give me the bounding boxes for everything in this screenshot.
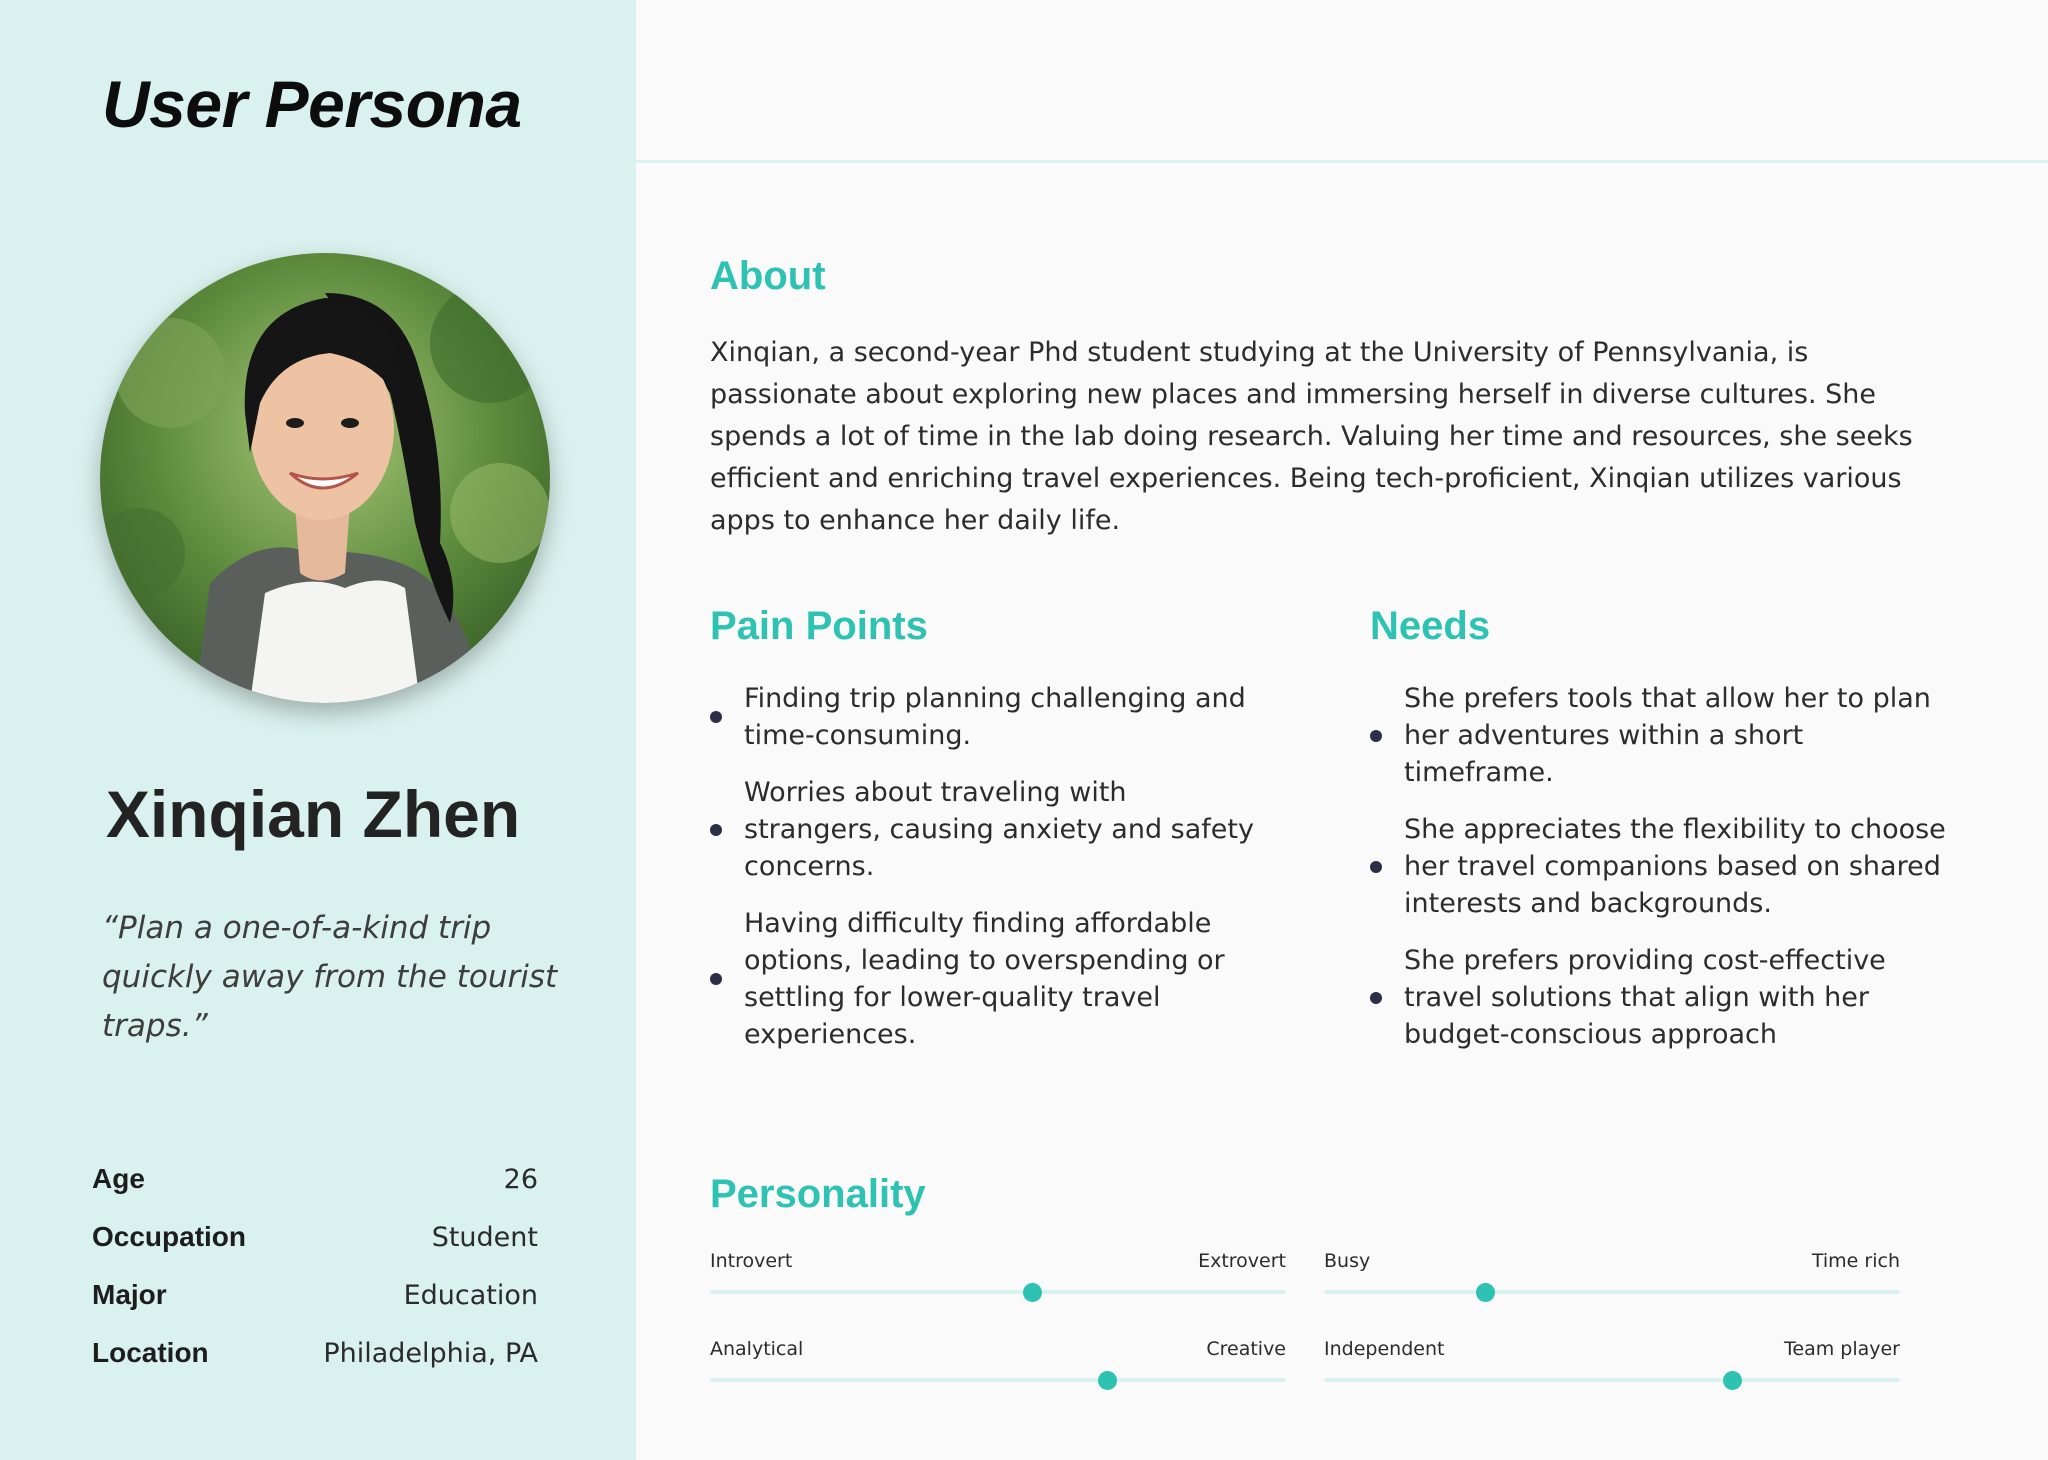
slider-busy-time-rich bbox=[1324, 1250, 1900, 1294]
slider-right-label: Creative bbox=[1206, 1338, 1286, 1360]
slider-knob bbox=[1098, 1371, 1117, 1390]
portrait-photo bbox=[100, 253, 550, 703]
bullet-icon bbox=[1370, 992, 1382, 1004]
slider-right-label: Time rich bbox=[1811, 1250, 1900, 1272]
list-item-text: She prefers tools that allow her to plan her adventures within a short timeframe. bbox=[1404, 683, 1931, 788]
needs-heading: Needs bbox=[1370, 604, 1491, 648]
fact-value: Philadelphia, PA bbox=[323, 1338, 538, 1369]
fact-age bbox=[92, 1163, 538, 1221]
personality-heading: Personality bbox=[710, 1172, 926, 1216]
slider-track bbox=[710, 1290, 1286, 1294]
slider-track bbox=[1324, 1378, 1900, 1382]
list-item-text: Finding trip planning challenging and time-consuming. bbox=[744, 683, 1246, 751]
avatar bbox=[100, 253, 550, 703]
list-item-text: Having difficulty finding affordable options, leading to overspending or settling for lower-quality travel experiences. bbox=[744, 908, 1225, 1050]
fact-label: Location bbox=[92, 1337, 209, 1368]
slider-left-label: Independent bbox=[1324, 1338, 1445, 1360]
persona-name: Xinqian Zhen bbox=[105, 777, 521, 851]
slider-knob bbox=[1023, 1283, 1042, 1302]
fact-value: Education bbox=[403, 1280, 538, 1311]
list-item bbox=[710, 774, 1270, 885]
slider-right-label: Extrovert bbox=[1198, 1250, 1286, 1272]
bullet-icon bbox=[1370, 861, 1382, 873]
slider-analytical-creative bbox=[710, 1338, 1286, 1382]
slider-introvert-extrovert bbox=[710, 1250, 1286, 1294]
list-item bbox=[1370, 680, 1950, 791]
slider-left-label: Busy bbox=[1324, 1250, 1371, 1272]
list-item-text: She appreciates the flexibility to choose her travel companions based on shared interests and backgrounds. bbox=[1404, 814, 1946, 919]
header-divider bbox=[636, 160, 2048, 163]
list-item-text: Worries about traveling with strangers, causing anxiety and safety concerns. bbox=[744, 777, 1254, 882]
persona-quote: “Plan a one-of-a-kind trip quickly away from the tourist traps.” bbox=[102, 910, 558, 1044]
list-item-text: She prefers providing cost-effective travel solutions that align with her budget-conscious approach bbox=[1404, 945, 1886, 1050]
fact-location bbox=[92, 1337, 538, 1395]
persona-facts bbox=[92, 1163, 538, 1395]
list-item bbox=[1370, 811, 1950, 922]
about-text: Xinqian, a second-year Phd student studying at the University of Pennsylvania, is passionate about exploring new places and immersing herself in diverse cultures. She spends a lot of time in the lab doing research. Valuing her time and resources, she seeks efficient and enriching travel experiences. Being tech-proficient, Xinqian utilizes various apps to enhance her daily life. bbox=[710, 337, 1913, 536]
fact-value: 26 bbox=[503, 1164, 538, 1195]
fact-occupation bbox=[92, 1221, 538, 1279]
personality-sliders bbox=[710, 1250, 1900, 1382]
pain-points-list bbox=[710, 680, 1270, 1073]
slider-left-label: Analytical bbox=[710, 1338, 804, 1360]
fact-label: Major bbox=[92, 1279, 167, 1310]
fact-label: Occupation bbox=[92, 1221, 247, 1252]
profile-panel bbox=[0, 0, 636, 1460]
slider-right-label: Team player bbox=[1784, 1338, 1900, 1360]
list-item bbox=[710, 680, 1270, 754]
bullet-icon bbox=[1370, 730, 1382, 742]
list-item bbox=[710, 905, 1270, 1053]
page-title: User Persona bbox=[102, 67, 522, 141]
slider-track bbox=[710, 1378, 1286, 1382]
slider-independent-team-player bbox=[1324, 1338, 1900, 1382]
fact-major bbox=[92, 1279, 538, 1337]
pain-points-heading: Pain Points bbox=[710, 604, 928, 648]
slider-knob bbox=[1723, 1371, 1742, 1390]
slider-knob bbox=[1476, 1283, 1495, 1302]
bullet-icon bbox=[710, 711, 722, 723]
fact-label: Age bbox=[92, 1163, 145, 1194]
needs-list bbox=[1370, 680, 1950, 1073]
list-item bbox=[1370, 942, 1950, 1053]
about-heading: About bbox=[710, 254, 826, 298]
bullet-icon bbox=[710, 973, 722, 985]
slider-left-label: Introvert bbox=[710, 1250, 793, 1272]
fact-value: Student bbox=[431, 1222, 538, 1253]
bullet-icon bbox=[710, 824, 722, 836]
slider-track bbox=[1324, 1290, 1900, 1294]
